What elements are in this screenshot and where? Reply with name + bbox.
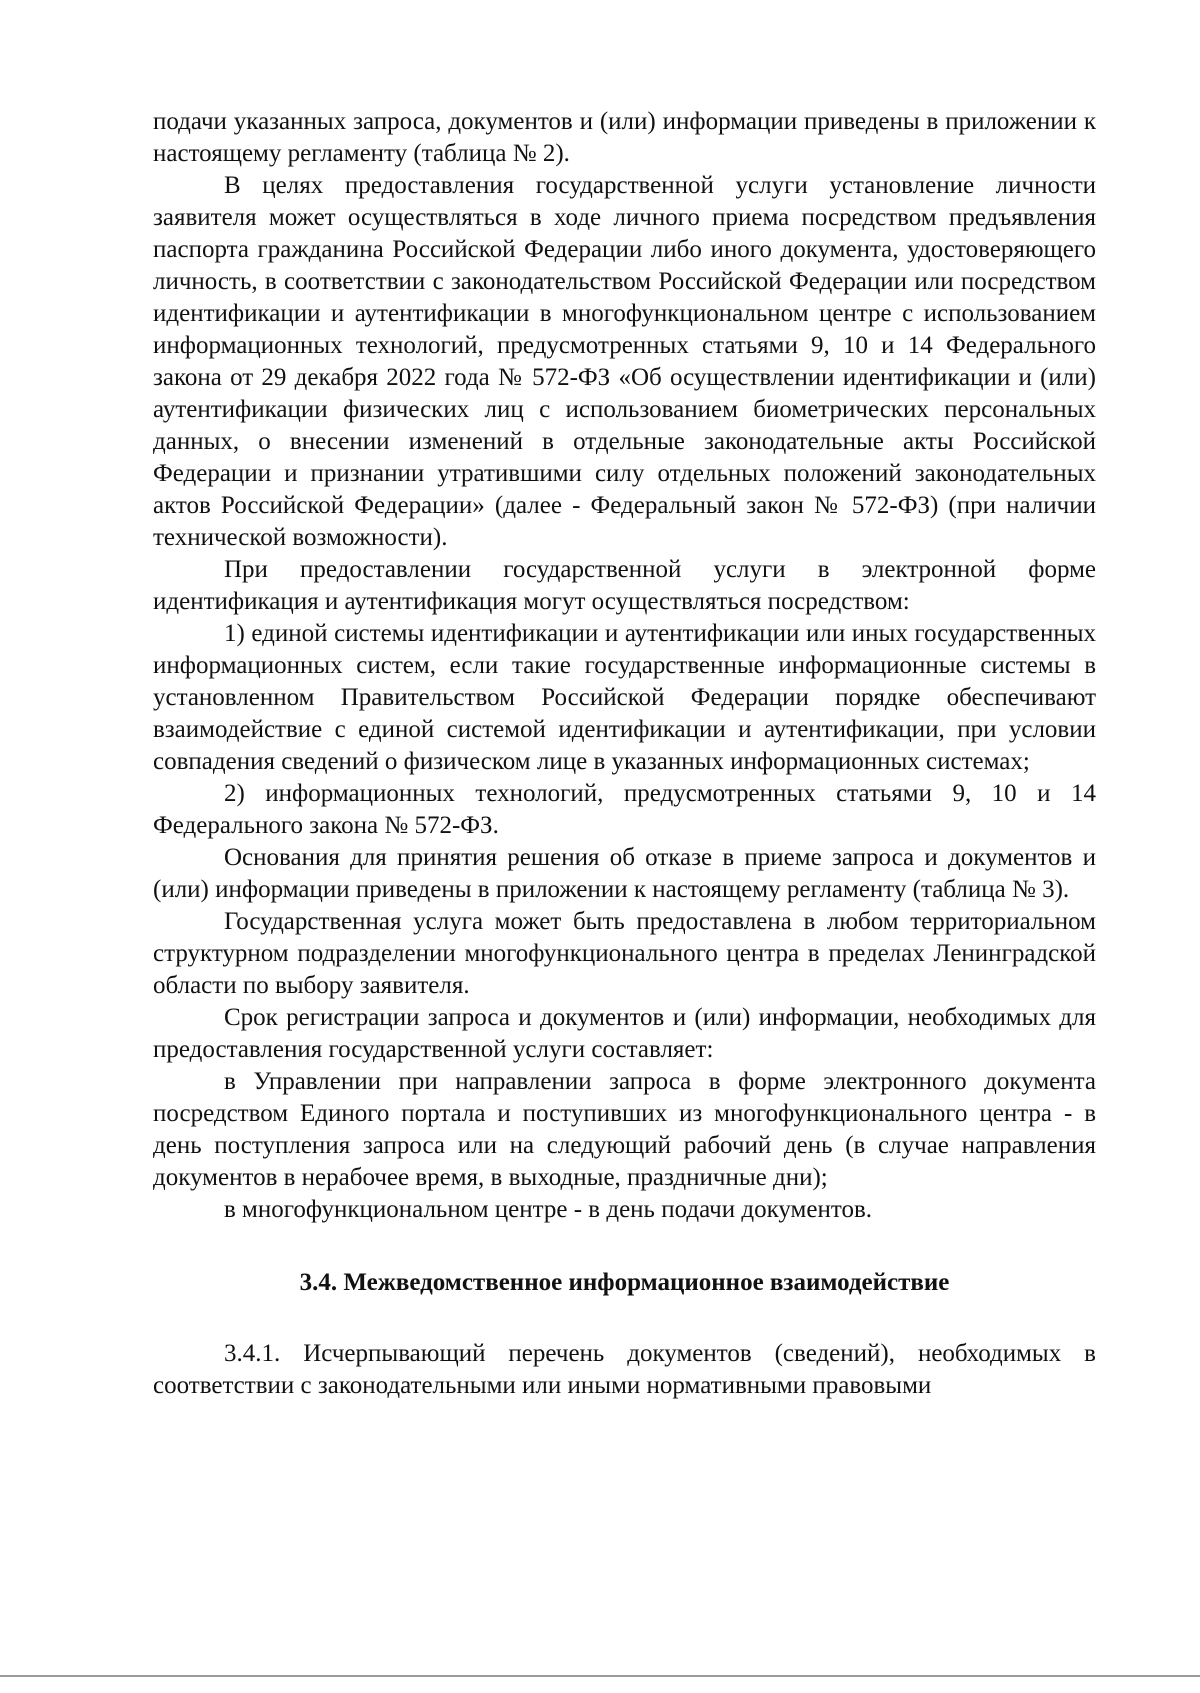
- list-item-1: 1) единой системы идентификации и аутентификации или иных государственных информационных систем, если такие государственные информационные системы в установленном Правительством Российской Федерации порядке обеспечивают взаимодействие с единой системой идентификации и аутентификации, при условии совпадения сведений о физическом лице в указанных информационных системах;: [153, 620, 1096, 775]
- paragraph-electronic-form: При предоставлении государственной услуги в электронной форме идентификация и аутентификация могут осуществляться посредством:: [153, 556, 1096, 615]
- paragraph-identification: В целях предоставления государственной услуги установление личности заявителя может осуществляться в ходе личного приема посредством предъявления паспорта гражданина Российской Федерации либо иного документа, удостоверяющего личность, в соответствии с законодательством Российской Федерации или посредством идентификации и аутентификации в многофункциональном центре с использованием информационных технологий, предусмотренных статьями 9, 10 и 14 Федерального закона от 29 декабря 2022 года № 572-ФЗ «Об осуществлении идентификации и (или) аутентификации физических лиц с использованием биометрических персональных данных, о внесении изменений в отдельные законодательные акты Российской Федерации и признании утратившими силу отдельных положений законодательных актов Российской Федерации» (далее - Федеральный закон № 572-ФЗ) (при наличии технической возможности).: [153, 172, 1096, 551]
- section-heading: 3.4. Межведомственное информационное взаимодействие: [299, 1269, 950, 1296]
- paragraph-refusal-grounds: Основания для принятия решения об отказе в приеме запроса и документов и (или) информации приведены в приложении к настоящему регламенту (таблица № 3).: [153, 844, 1096, 903]
- paragraph-section-3-4-1: 3.4.1. Исчерпывающий перечень документов (сведений), необходимых в соответствии с законодательными или иными нормативными правовыми: [153, 1340, 1096, 1399]
- paragraph-any-division: Государственная услуга может быть предоставлена в любом территориальном структурном подразделении многофункционального центра в пределах Ленинградской области по выбору заявителя.: [153, 908, 1096, 999]
- paragraph-term-administration: в Управлении при направлении запроса в форме электронного документа посредством Единого портала и поступивших из многофункционального центра - в день поступления запроса или на следующий рабочий день (в случае направления документов в нерабочее время, в выходные, праздничные дни);: [153, 1068, 1096, 1191]
- paragraph-term-mfc: в многофункциональном центре - в день подачи документов.: [224, 1196, 872, 1223]
- document-body: [153, 106, 1096, 1402]
- bottom-scan-line: [0, 1675, 1200, 1677]
- list-item-2: 2) информационных технологий, предусмотренных статьями 9, 10 и 14 Федерального закона № 572-ФЗ.: [153, 780, 1096, 839]
- paragraph-registration-term: Срок регистрации запроса и документов и (или) информации, необходимых для предоставления государственной услуги составляет:: [153, 1004, 1096, 1063]
- paragraph-continuation: подачи указанных запроса, документов и (или) информации приведены в приложении к настоящему регламенту (таблица № 2).: [153, 108, 1096, 167]
